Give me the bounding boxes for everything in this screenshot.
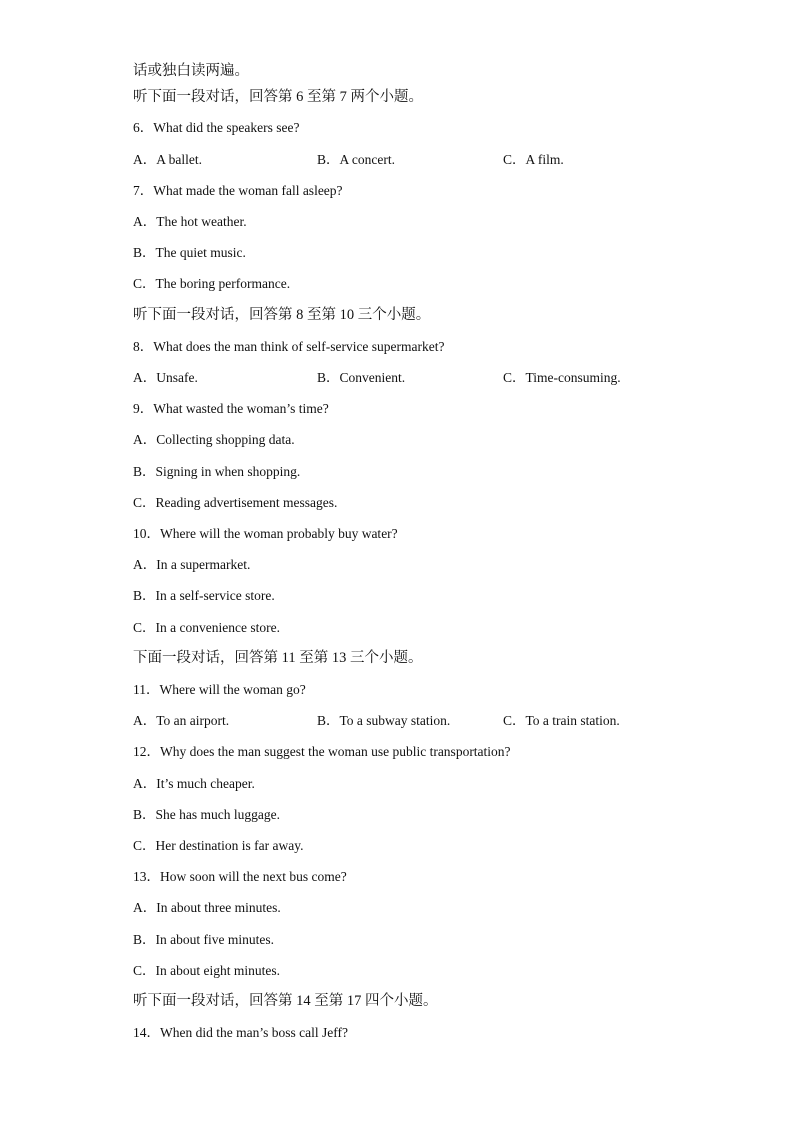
question-14: 14．When did the man’s boss call Jeff? [133, 1025, 348, 1040]
question-12: 12．Why does the man suggest the woman use public transportation? [133, 744, 511, 759]
option-b: B．Convenient. [317, 370, 406, 385]
option-c: C．Reading advertisement messages. [133, 495, 338, 510]
question-7: 7．What made the woman fall asleep? [133, 183, 343, 198]
option-c: C．The boring performance. [133, 276, 291, 291]
option-a: A．Collecting shopping data. [133, 432, 295, 447]
option-a: A．Unsafe. [133, 370, 198, 385]
option-a: A．To an airport. [133, 713, 230, 728]
option-b: B．Signing in when shopping. [133, 464, 301, 479]
option-c: C．Time-consuming. [503, 370, 621, 385]
option-b: B．In about five minutes. [133, 932, 274, 947]
section-heading: 听下面一段对话，回答第 14 至第 17 四个小题。 [133, 993, 438, 1009]
option-a: A．The hot weather. [133, 214, 247, 229]
question-13: 13．How soon will the next bus come? [133, 869, 347, 884]
option-c: C．In about eight minutes. [133, 963, 280, 978]
option-a: A．It’s much cheaper. [133, 776, 255, 791]
question-9: 9．What wasted the woman’s time? [133, 401, 329, 416]
option-b: B．To a subway station. [317, 713, 451, 728]
option-b: B．The quiet music. [133, 245, 246, 260]
intro-text: 话或独白读两遍。 [133, 63, 249, 79]
section-heading: 下面一段对话，回答第 11 至第 13 三个小题。 [133, 650, 423, 666]
section-heading: 听下面一段对话，回答第 6 至第 7 两个小题。 [133, 89, 423, 105]
question-8: 8．What does the man think of self-service supermarket? [133, 339, 445, 354]
option-b: B．A concert. [317, 152, 395, 167]
option-b: B．She has much luggage. [133, 807, 280, 822]
option-a: A．A ballet. [133, 152, 202, 167]
section-heading: 听下面一段对话，回答第 8 至第 10 三个小题。 [133, 307, 431, 323]
option-c: C．In a convenience store. [133, 620, 280, 635]
option-a: A．In a supermarket. [133, 557, 251, 572]
option-b: B．In a self-service store. [133, 588, 275, 603]
option-c: C．To a train station. [503, 713, 620, 728]
question-6: 6．What did the speakers see? [133, 120, 300, 135]
question-10: 10．Where will the woman probably buy water? [133, 526, 398, 541]
option-c: C．A film. [503, 152, 564, 167]
question-11: 11．Where will the woman go? [133, 682, 306, 697]
option-c: C．Her destination is far away. [133, 838, 304, 853]
option-a: A．In about three minutes. [133, 900, 281, 915]
